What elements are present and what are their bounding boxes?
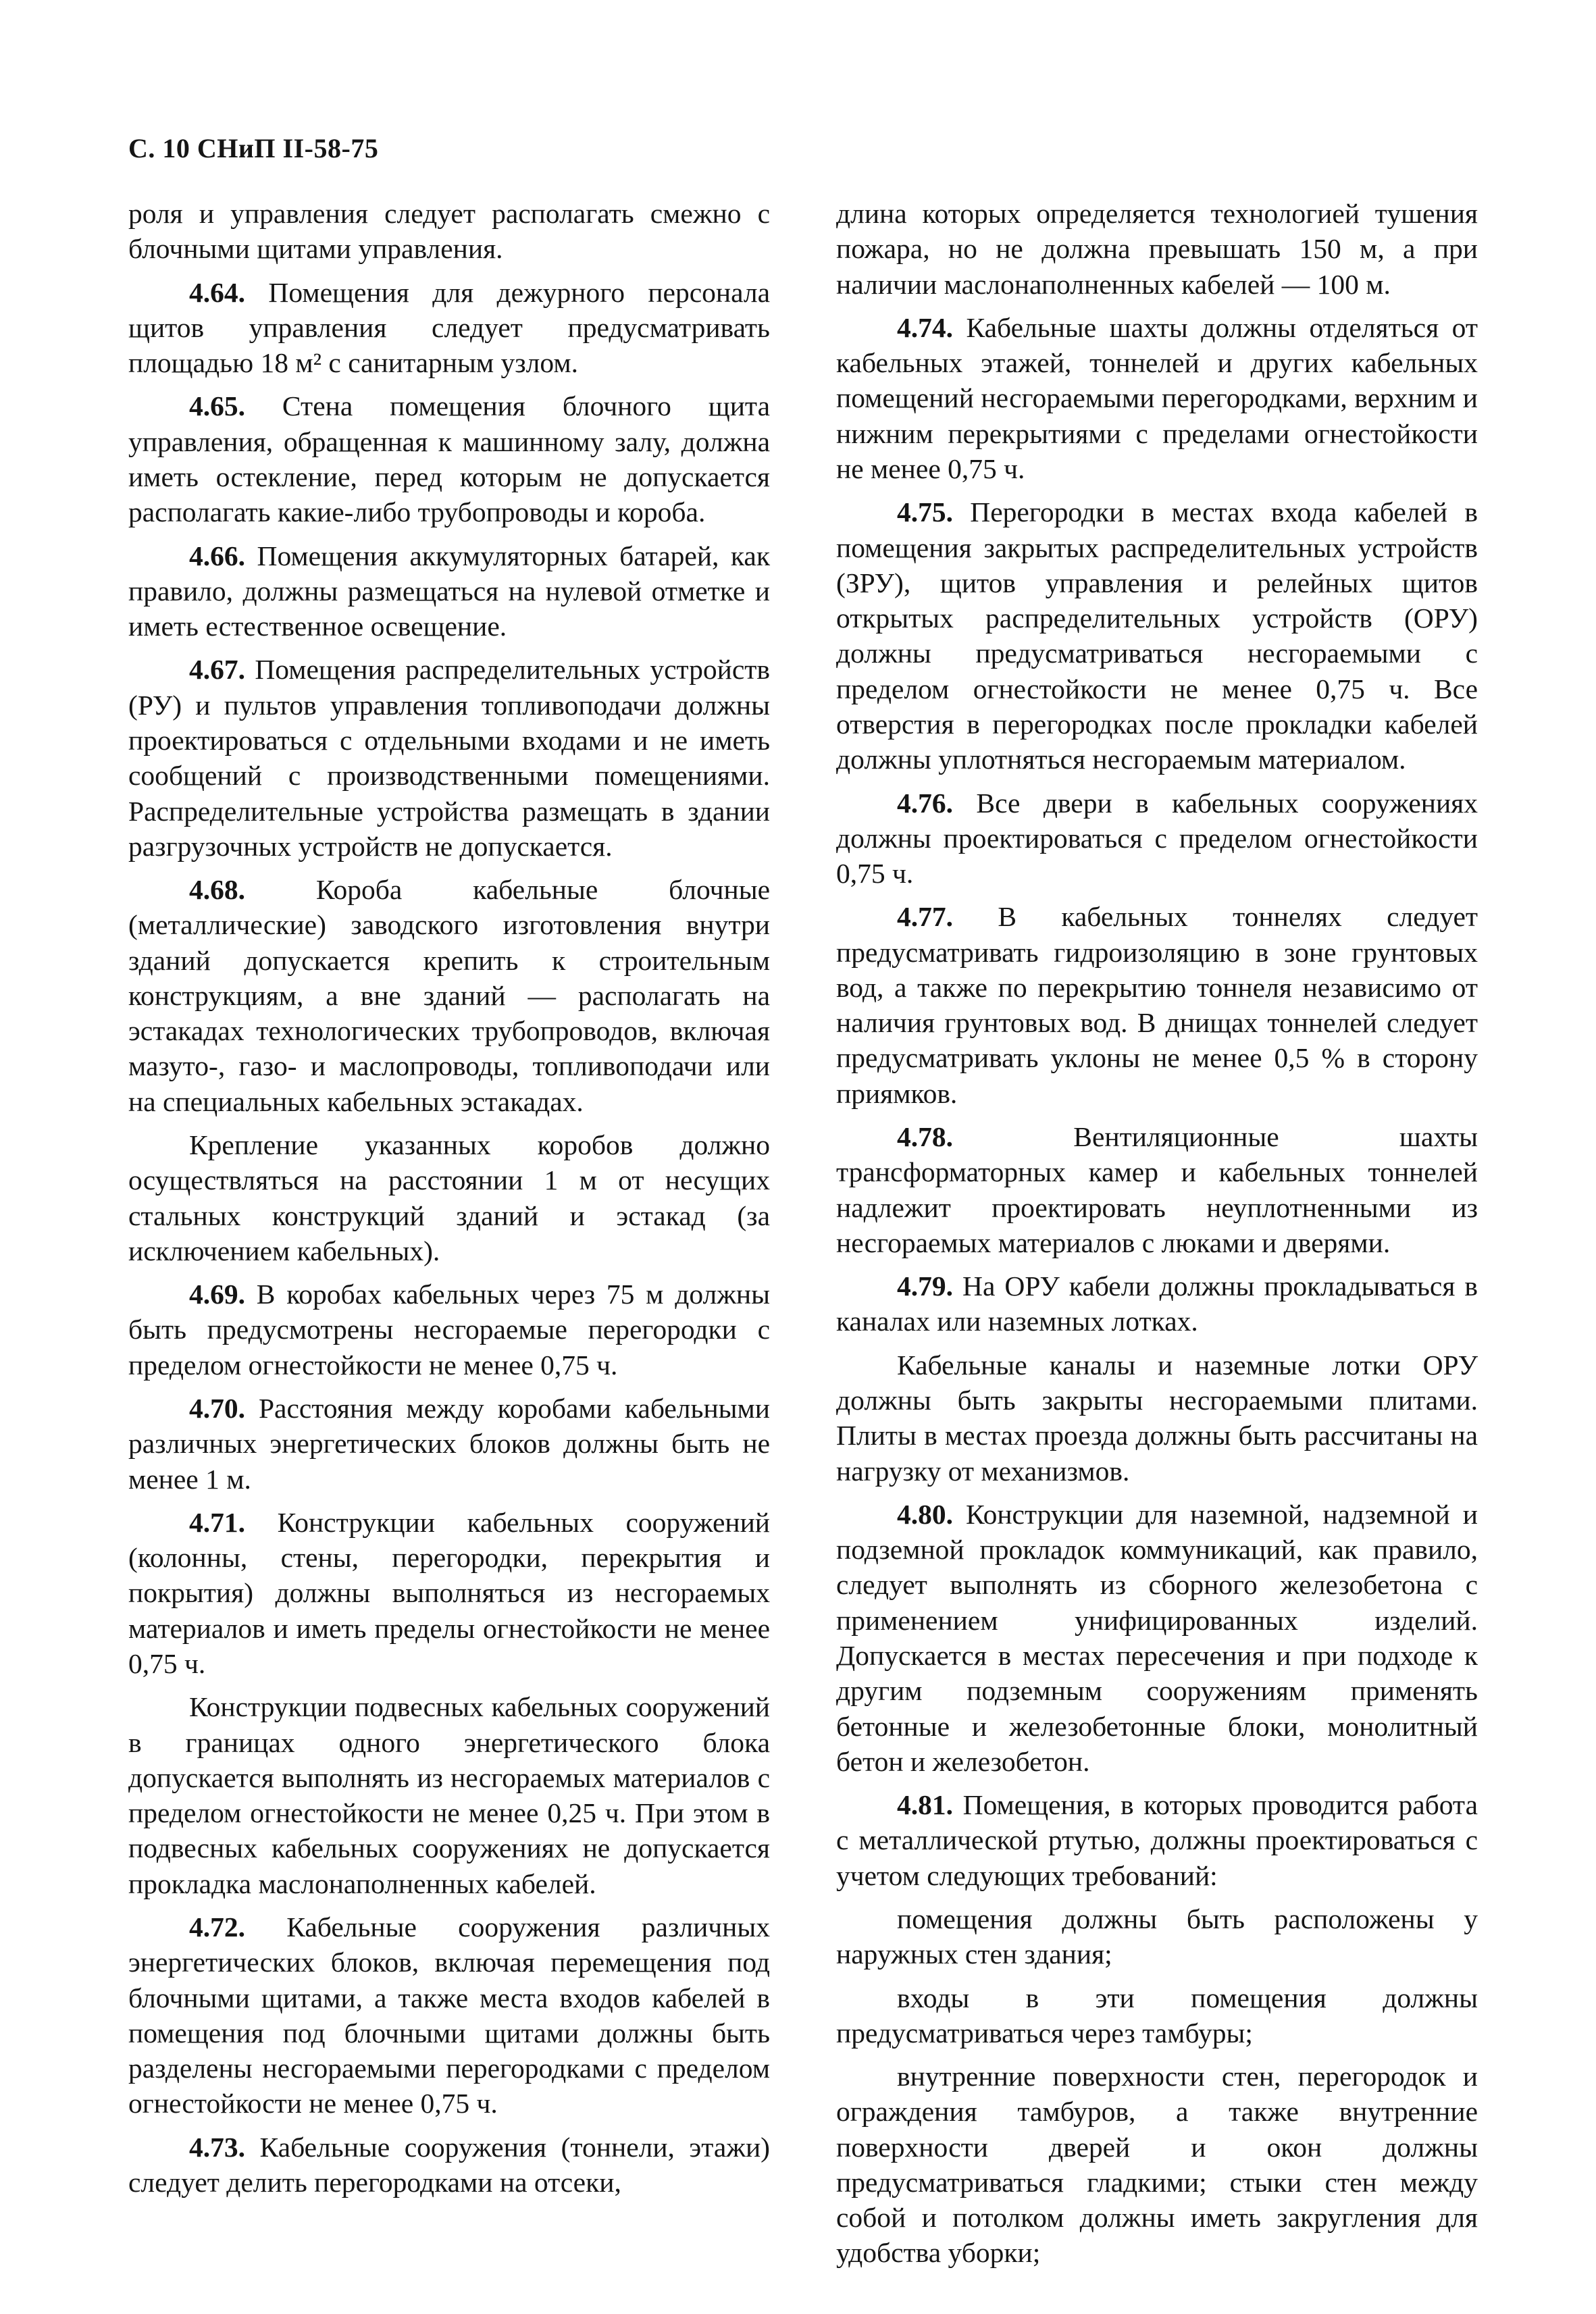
paragraph-text: входы в эти помещения должны предусматриваться через тамбуры; — [836, 1982, 1478, 2049]
paragraph-text: Перегородки в местах входа кабелей в помещения закрытых распределительных устройств (ЗРУ), щитов управления и релейных щитов открытых распределительных устройств (ОРУ) должны предусматриваться несгораемыми с пределом огнестойкости не менее 0,75 ч. Все отверстия в перегородках после прокладки кабелей должны уплотняться несгораемым материалом. — [836, 496, 1478, 775]
clause-number: 4.73. — [189, 2131, 245, 2163]
paragraph-text: помещения должны быть расположены у наружных стен здания; — [836, 1903, 1478, 1970]
clause-number: 4.79. — [897, 1270, 953, 1302]
clause-number: 4.67. — [189, 654, 245, 686]
paragraph-text: Стена помещения блочного щита управления, обращенная к машинному залу, должна иметь остекление, перед которым не допускается располагать какие-либо трубопроводы и короба. — [128, 390, 770, 528]
clause-paragraph — [128, 1391, 770, 1497]
clause-number: 4.64. — [189, 276, 245, 308]
clause-number: 4.70. — [189, 1393, 245, 1424]
clause-paragraph — [128, 275, 770, 381]
clause-paragraph — [128, 2130, 770, 2201]
paragraph-text: Вентиляционные шахты трансформаторных камер и кабельных тоннелей надлежит проектировать неуплотненными из несгораемых материалов с люками и дверями. — [836, 1121, 1478, 1258]
left-column — [128, 196, 770, 2208]
clause-number: 4.81. — [897, 1789, 953, 1821]
paragraph — [836, 1980, 1478, 2051]
paragraph — [836, 1901, 1478, 1972]
clause-number: 4.66. — [189, 540, 245, 571]
clause-number: 4.76. — [897, 787, 953, 819]
paragraph-text: Конструкции для наземной, надземной и подземной прокладок коммуникаций, как правило, следует выполнять из сборного железобетона с применением унифицированных изделий. Допускается в местах пересечения и при подходе к другим подземным сооружениям применять бетонные и железобетонные блоки, монолитный бетон и железобетон. — [836, 1498, 1478, 1777]
clause-paragraph — [128, 1909, 770, 2122]
right-column — [836, 196, 1478, 2279]
clause-paragraph — [836, 1497, 1478, 1779]
paragraph — [836, 196, 1478, 302]
paragraph — [836, 1347, 1478, 1489]
paragraph-text: роля и управления следует располагать смежно с блочными щитами управления. — [128, 198, 770, 265]
paragraph-text: длина которых определяется технологией тушения пожара, но не должна превышать 150 м, а при наличии маслонаполненных кабелей — 100 м. — [836, 198, 1478, 300]
page-header: С. 10 СНиП II-58-75 — [128, 133, 379, 163]
clause-paragraph — [836, 1787, 1478, 1893]
clause-paragraph — [836, 899, 1478, 1111]
clause-number: 4.69. — [189, 1279, 245, 1310]
clause-paragraph — [128, 1277, 770, 1383]
clause-number: 4.72. — [189, 1911, 245, 1943]
clause-paragraph — [836, 310, 1478, 486]
paragraph-text: В кабельных тоннелях следует предусматривать гидроизоляцию в зоне грунтовых вод, а также по перекрытию тоннеля независимо от наличия грунтовых вод. В днищах тоннелей следует предусматривать уклоны не менее 0,5 % в сторону приямков. — [836, 901, 1478, 1109]
clause-paragraph — [836, 1119, 1478, 1260]
clause-paragraph — [128, 652, 770, 864]
clause-number: 4.68. — [189, 874, 245, 906]
paragraph-text: Все двери в кабельных сооружениях должны проектироваться с пределом огнестойкости 0,75 ч. — [836, 787, 1478, 890]
paragraph-text: Кабельные сооружения различных энергетических блоков, включая перемещения под блочными щитами, а также места входов кабелей в помещения под блочными щитами должны быть разделены несгораемыми перегородками с пределом огнестойкости не менее 0,75 ч. — [128, 1911, 770, 2119]
clause-paragraph — [128, 388, 770, 530]
paragraph-text: Помещения аккумуляторных батарей, как правило, должны размещаться на нулевой отметке и иметь естественное освещение. — [128, 540, 771, 642]
paragraph — [128, 1689, 770, 1901]
paragraph-text: На ОРУ кабели должны прокладываться в каналах или наземных лотках. — [836, 1270, 1478, 1337]
paragraph-text: Кабельные сооружения (тоннели, этажи) следует делить перегородками на отсеки, — [128, 2131, 770, 2198]
paragraph — [128, 196, 770, 267]
clause-paragraph — [128, 538, 770, 644]
clause-number: 4.74. — [897, 311, 953, 343]
clause-paragraph — [836, 786, 1478, 892]
clause-number: 4.75. — [897, 496, 953, 528]
paragraph-text: Расстояния между коробами кабельными различных энергетических блоков должны быть не менее 1 м. — [128, 1393, 771, 1495]
paragraph — [836, 2059, 1478, 2271]
clause-number: 4.77. — [897, 901, 953, 933]
paragraph-text: Кабельные шахты должны отделяться от кабельных этажей, тоннелей и других кабельных помещений несгораемыми перегородками, верхним и нижним перекрытиями с пределами огнестойкости не менее 0,75 ч. — [836, 311, 1478, 484]
paragraph-text: Помещения для дежурного персонала щитов управления следует предусматривать площадью 18 м² с санитарным узлом. — [128, 276, 771, 379]
clause-paragraph — [836, 494, 1478, 777]
paragraph-text: Помещения распределительных устройств (РУ) и пультов управления топливоподачи должны проектироваться с отдельными входами и не иметь сообщений с производственными помещениями. Распределительные устройства размещать в здании разгрузочных устройств не допускается. — [128, 654, 770, 862]
clause-paragraph — [128, 1505, 770, 1681]
paragraph — [128, 1127, 770, 1268]
clause-paragraph — [128, 872, 770, 1119]
paragraph-text: Помещения, в которых проводится работа с металлической ртутью, должны проектироваться с учетом следующих требований: — [836, 1789, 1478, 1891]
paragraph-text: Конструкции кабельных сооружений (колонны, стены, перегородки, перекрытия и покрытия) должны выполняться из несгораемых материалов и иметь пределы огнестойкости не менее 0,75 ч. — [128, 1506, 771, 1679]
paragraph-text: В коробах кабельных через 75 м должны быть предусмотрены несгораемые перегородки с пределом огнестойкости не менее 0,75 ч. — [128, 1279, 771, 1381]
paragraph-text: Крепление указанных коробов должно осуществляться на расстоянии 1 м от несущих стальных конструкций зданий и эстакад (за исключением кабельных). — [128, 1129, 770, 1266]
clause-number: 4.65. — [189, 390, 245, 422]
paragraph-text: Конструкции подвесных кабельных сооружений в границах одного энергетического блока допускается выполнять из несгораемых материалов с пределом огнестойкости не менее 0,25 ч. При этом в подвесных кабельных сооружениях не допускается прокладка маслонаполненных кабелей. — [128, 1691, 770, 1899]
clause-paragraph — [836, 1268, 1478, 1339]
clause-number: 4.71. — [189, 1506, 245, 1538]
paragraph-text: Кабельные каналы и наземные лотки ОРУ должны быть закрыты несгораемыми плитами. Плиты в местах проезда должны быть рассчитаны на нагрузку от механизмов. — [836, 1349, 1478, 1487]
clause-number: 4.78. — [897, 1121, 953, 1153]
clause-number: 4.80. — [897, 1498, 953, 1530]
paragraph-text: Короба кабельные блочные (металлические) заводского изготовления внутри зданий допускается крепить к строительным конструкциям, а вне зданий — располагать на эстакадах технологических трубопроводов, включая мазуто-, газо- и маслопроводы, топливоподачи или на специальных кабельных эстакадах. — [128, 874, 770, 1117]
paragraph-text: внутренние поверхности стен, перегородок и ограждения тамбуров, а также внутренние поверхности дверей и окон должны предусматриваться гладкими; стыки стен между собой и потолком должны иметь закругления для удобства уборки; — [836, 2061, 1478, 2269]
